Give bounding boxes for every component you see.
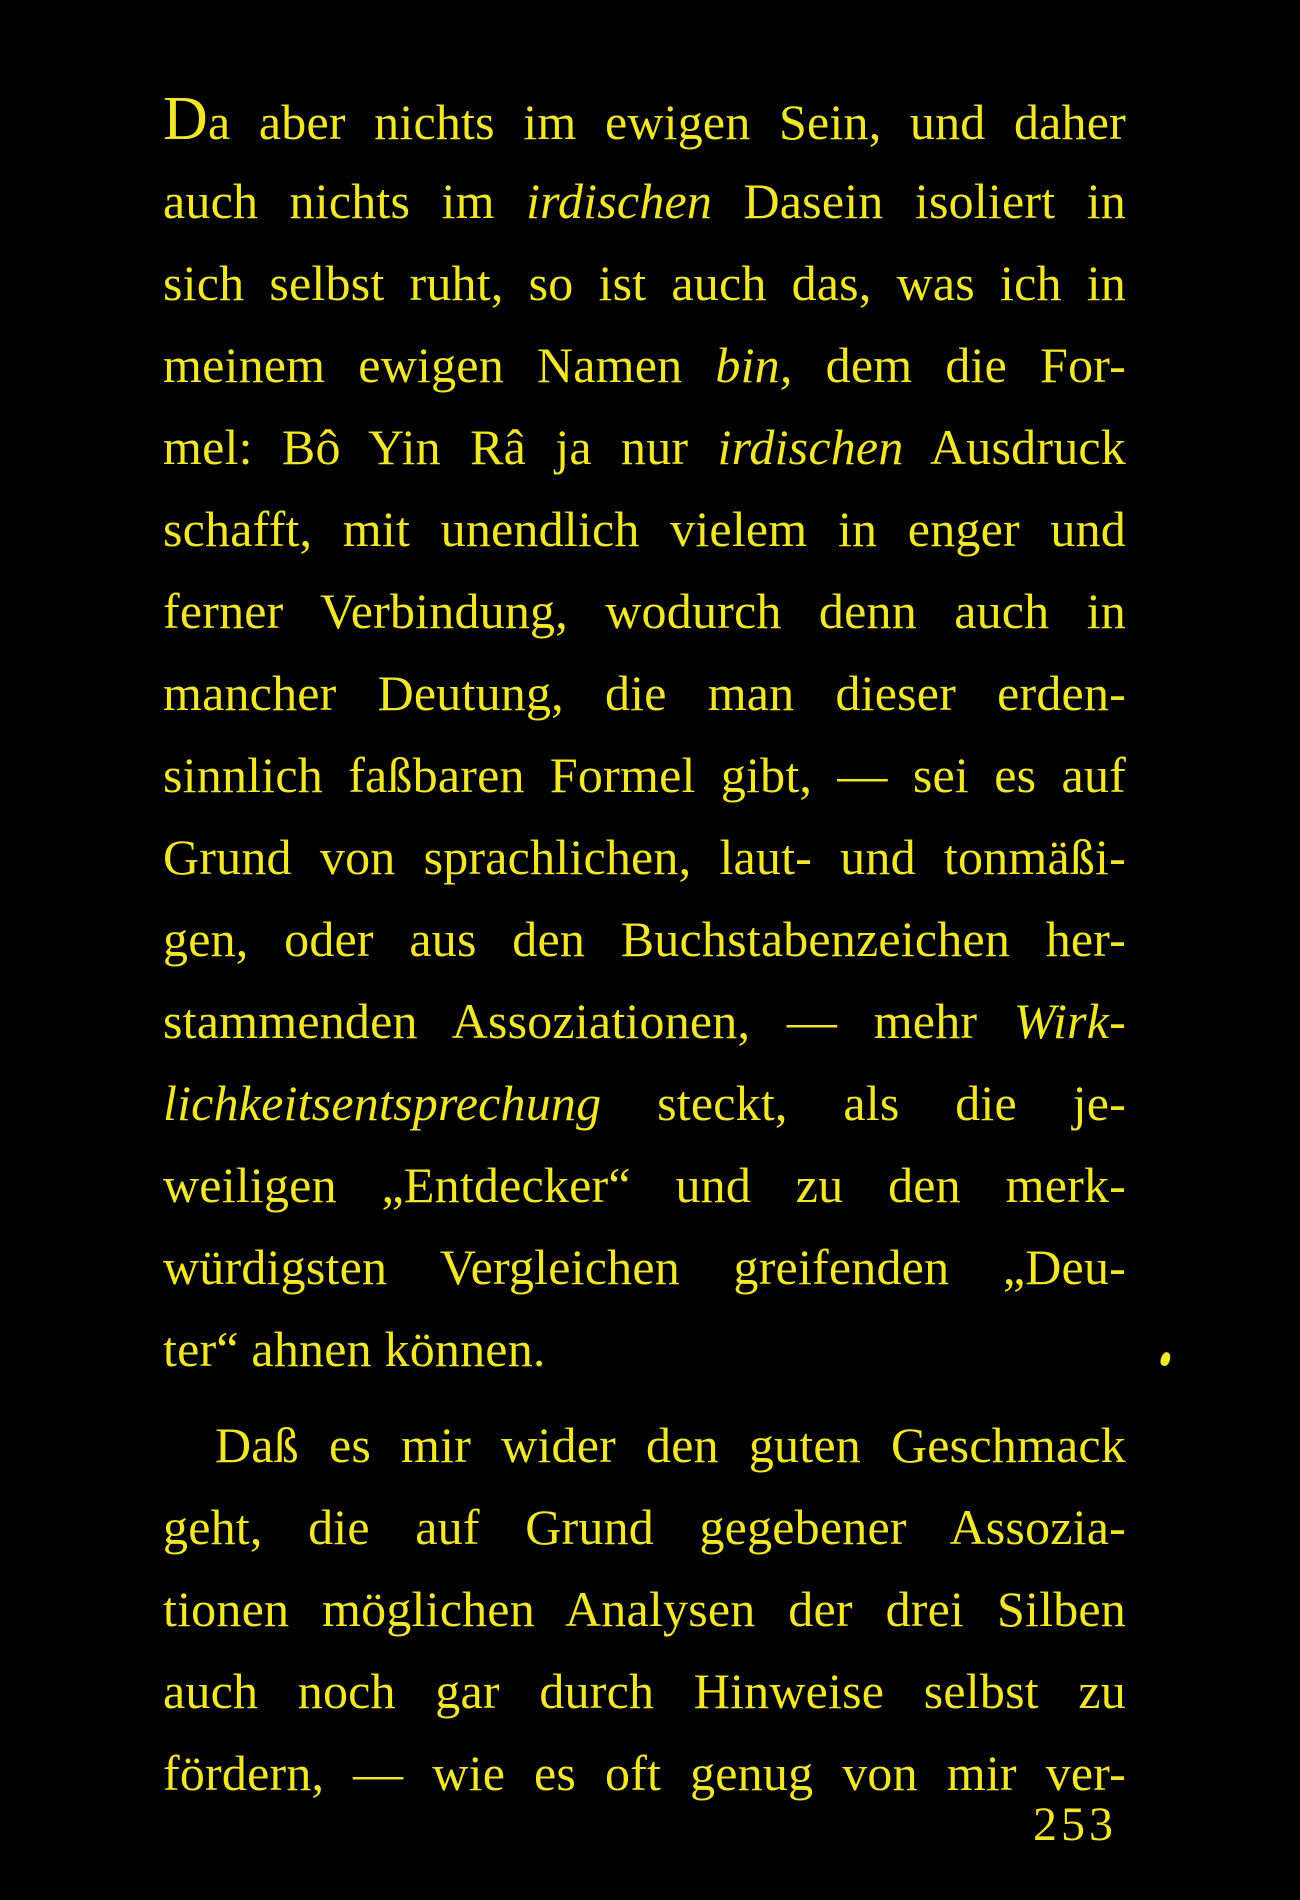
paragraph-1 [163, 78, 1126, 1390]
text-line: geht, die auf Grund gegebener Assozia- [163, 1499, 1126, 1555]
text-line: stammenden Assoziationen, — mehr Wirk- [163, 993, 1126, 1049]
text-line: meinem ewigen Namen bin, dem die For- [163, 337, 1126, 393]
text-line: gen, oder aus den Buchstabenzeichen her- [163, 911, 1126, 967]
paragraph-gap [163, 1390, 1126, 1404]
text-line: mancher Deutung, die man dieser erden- [163, 665, 1126, 721]
text-line: fördern, — wie es oft genug von mir ver- [163, 1745, 1126, 1801]
text-line: tionen möglichen Analysen der drei Silben [163, 1581, 1126, 1637]
text-line: weiligen „Entdecker“ und zu den merk- [163, 1157, 1126, 1213]
page-number: 253 [1033, 1798, 1117, 1851]
text-line: würdigsten Vergleichen greifenden „Deu- [163, 1239, 1126, 1295]
text-line: mel: Bô Yin Râ ja nur irdischen Ausdruck [163, 419, 1126, 475]
text-line: auch nichts im irdischen Dasein isoliert in [163, 173, 1126, 229]
text-line: lichkeitsentsprechung steckt, als die je- [163, 1075, 1126, 1131]
text-line: auch noch gar durch Hinweise selbst zu [163, 1663, 1126, 1719]
text-line: sich selbst ruht, so ist auch das, was ich in [163, 255, 1126, 311]
text-line: ter“ ahnen können. [163, 1321, 546, 1377]
body-text [163, 78, 1126, 1814]
text-line: Da aber nichts im ewigen Sein, und daher [163, 85, 1126, 153]
text-line: sinnlich faßbaren Formel gibt, — sei es auf [163, 747, 1126, 803]
text-line: ferner Verbindung, wodurch denn auch in [163, 583, 1126, 639]
stray-ink-mark [1159, 1351, 1172, 1367]
text-line: schafft, mit unendlich vielem in enger und [163, 501, 1126, 557]
paragraph-2 [163, 1404, 1126, 1814]
text-line: Grund von sprachlichen, laut- und tonmäßi- [163, 829, 1126, 885]
text-line: Daß es mir wider den guten Geschmack [215, 1417, 1126, 1473]
